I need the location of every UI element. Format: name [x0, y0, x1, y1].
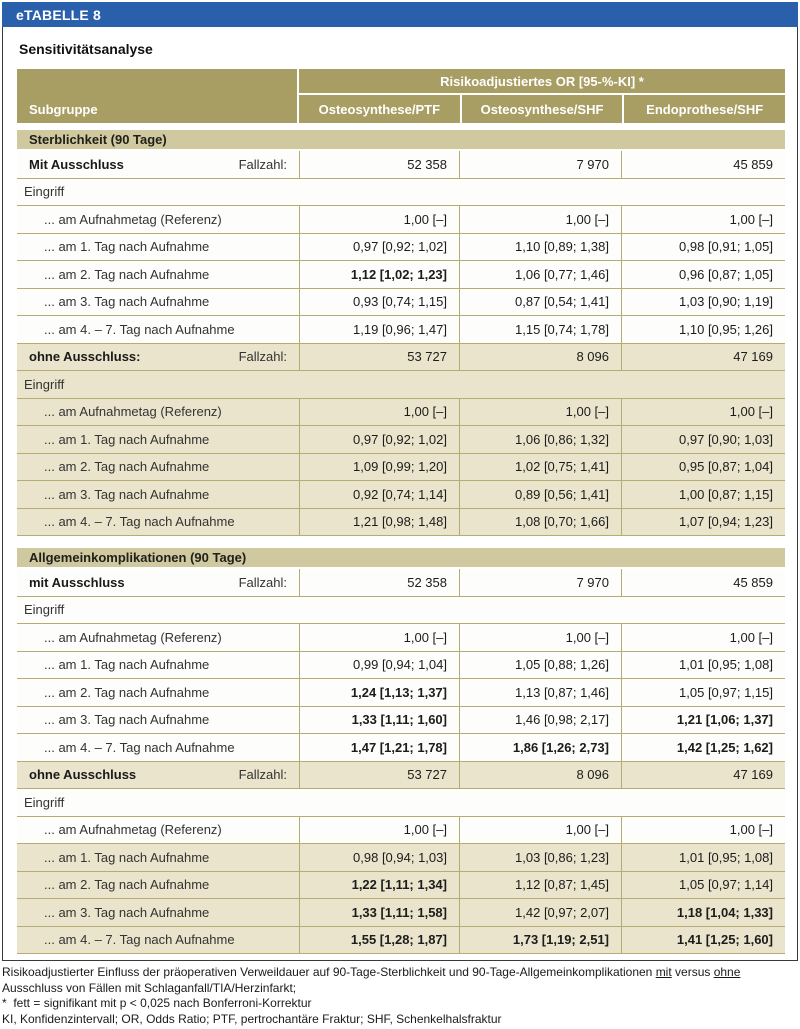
or-value: 1,05 [0,97; 1,15]: [621, 679, 785, 706]
or-value: 1,00 [–]: [299, 817, 459, 844]
or-value: 0,97 [0,92; 1,02]: [299, 426, 459, 453]
subgroup-label: ohne Ausschluss: [29, 767, 137, 783]
row-label: ... am 4. – 7. Tag nach Aufnahme: [44, 514, 235, 530]
eingriff-label: Eingriff: [24, 794, 65, 810]
row-label: ... am 1. Tag nach Aufnahme: [44, 239, 210, 255]
or-value: 1,06 [0,77; 1,46]: [459, 261, 621, 288]
or-value: 1,47 [1,21; 1,78]: [299, 734, 459, 761]
or-value: 1,06 [0,86; 1,32]: [459, 426, 621, 453]
table-body: [17, 130, 785, 954]
fallzahl-label: Fallzahl:: [238, 349, 287, 365]
or-value: 1,03 [0,86; 1,23]: [459, 844, 621, 871]
footnote-seg-mit-underlined: mit: [655, 965, 672, 979]
footnote-seg-ohne-underlined: ohne: [713, 965, 741, 979]
or-group-header: Risikoadjustiertes OR [95-%-KI] *: [299, 69, 785, 95]
eingriff-label: Eingriff: [24, 376, 65, 392]
section-rows: [17, 151, 785, 536]
data-row: [17, 734, 785, 762]
eingriff-label: Eingriff: [24, 184, 65, 200]
or-value: 1,02 [0,75; 1,41]: [459, 454, 621, 481]
row-label: ... am 3. Tag nach Aufnahme: [44, 486, 210, 502]
footnote-significance: * fett = signifikant mit p < 0,025 nach Bonferroni-Korrektur: [2, 996, 312, 1010]
table-title-bar: [2, 2, 798, 27]
subgroup-cell: [17, 344, 299, 371]
row-label: ... am 4. – 7. Tag nach Aufnahme: [44, 321, 235, 337]
or-columns-header: [299, 69, 785, 123]
eingriff-row: [17, 597, 785, 625]
or-value: 0,95 [0,87; 1,04]: [621, 454, 785, 481]
or-value: 1,00 [–]: [459, 399, 621, 426]
subgroup-column-header: [17, 69, 299, 123]
row-label: ... am 2. Tag nach Aufnahme: [44, 877, 210, 893]
or-value: 1,15 [0,74; 1,78]: [459, 316, 621, 343]
section-header: Allgemeinkomplikationen (90 Tage): [17, 548, 785, 567]
data-row: [17, 316, 785, 344]
row-label: ... am 4. – 7. Tag nach Aufnahme: [44, 739, 235, 755]
or-value: 1,42 [0,97; 2,07]: [459, 899, 621, 926]
or-value: 1,08 [0,70; 1,66]: [459, 509, 621, 536]
or-value: 0,97 [0,92; 1,02]: [299, 234, 459, 261]
or-value: 0,93 [0,74; 1,15]: [299, 289, 459, 316]
row-label: ... am Aufnahmetag (Referenz): [44, 822, 222, 838]
row-label: ... am 2. Tag nach Aufnahme: [44, 459, 210, 475]
eingriff-label: Eingriff: [24, 602, 65, 618]
or-value: 1,41 [1,25; 1,60]: [621, 927, 785, 954]
or-value: 1,21 [1,06; 1,37]: [621, 707, 785, 734]
or-value: 1,86 [1,26; 2,73]: [459, 734, 621, 761]
fallzahl-label: Fallzahl:: [238, 156, 287, 172]
subgroup-cell: [17, 762, 299, 789]
fallzahl-value: 7 970: [459, 569, 621, 596]
footnote-seg-2: versus: [671, 965, 714, 979]
or-value: 1,55 [1,28; 1,87]: [299, 927, 459, 954]
footnote-abbreviations: KI, Konfidenzintervall; OR, Odds Ratio; PTF, pertrochantäre Fraktur; SHF, Schenkelhalsfraktur: [2, 1011, 502, 1026]
fallzahl-value: 52 358: [299, 151, 459, 178]
subgroup-label: Mit Ausschluss: [29, 156, 124, 172]
or-value: 1,10 [0,89; 1,38]: [459, 234, 621, 261]
or-value: 1,24 [1,13; 1,37]: [299, 679, 459, 706]
fallzahl-label: Fallzahl:: [238, 767, 287, 783]
subgroup-label: ohne Ausschluss:: [29, 349, 141, 365]
row-label: ... am 3. Tag nach Aufnahme: [44, 294, 210, 310]
eingriff-row: [17, 789, 785, 817]
or-value: 1,18 [1,04; 1,33]: [621, 899, 785, 926]
or-value: 1,00 [0,87; 1,15]: [621, 481, 785, 508]
fallzahl-value: 8 096: [459, 762, 621, 789]
or-value: 1,00 [–]: [299, 624, 459, 651]
or-value: 0,98 [0,94; 1,03]: [299, 844, 459, 871]
or-value: 0,98 [0,91; 1,05]: [621, 234, 785, 261]
data-row: [17, 509, 785, 537]
fallzahl-value: 52 358: [299, 569, 459, 596]
fallzahl-value: 47 169: [621, 762, 785, 789]
eingriff-row: [17, 179, 785, 207]
table-panel: [2, 27, 798, 961]
data-row: [17, 454, 785, 482]
fallzahl-value: 47 169: [621, 344, 785, 371]
fallzahl-value: 53 727: [299, 762, 459, 789]
or-value: 1,33 [1,11; 1,58]: [299, 899, 459, 926]
fallzahl-row: [17, 569, 785, 597]
header-gap: [17, 123, 785, 130]
or-value: 1,00 [–]: [621, 399, 785, 426]
row-label: ... am Aufnahmetag (Referenz): [44, 211, 222, 227]
subgroup-cell: [17, 151, 299, 178]
data-row: [17, 652, 785, 680]
eingriff-row: [17, 371, 785, 399]
section-gap: [17, 536, 785, 548]
or-value: 1,00 [–]: [299, 399, 459, 426]
data-row: [17, 817, 785, 845]
or-value: 1,01 [0,95; 1,08]: [621, 652, 785, 679]
row-label: ... am 1. Tag nach Aufnahme: [44, 657, 210, 673]
or-value: 1,07 [0,94; 1,23]: [621, 509, 785, 536]
or-value: 1,22 [1,11; 1,34]: [299, 872, 459, 899]
section-header: Sterblichkeit (90 Tage): [17, 130, 785, 149]
data-row: [17, 844, 785, 872]
data-row: [17, 927, 785, 955]
or-value: 1,10 [0,95; 1,26]: [621, 316, 785, 343]
fallzahl-row: [17, 344, 785, 372]
or-value: 1,00 [–]: [621, 206, 785, 233]
data-row: [17, 899, 785, 927]
or-value: 1,21 [0,98; 1,48]: [299, 509, 459, 536]
data-row: [17, 289, 785, 317]
or-value: 1,00 [–]: [299, 206, 459, 233]
data-row: [17, 707, 785, 735]
footnote-seg-3: Ausschluss von Fällen mit Schlaganfall/TIA/Herzinfarkt;: [2, 965, 744, 995]
or-column-headers: [299, 95, 785, 123]
table-header: [17, 69, 785, 123]
or-value: 0,99 [0,94; 1,04]: [299, 652, 459, 679]
or-value: 1,33 [1,11; 1,60]: [299, 707, 459, 734]
row-label: ... am 3. Tag nach Aufnahme: [44, 712, 210, 728]
footnote-seg-1: Risikoadjustierter Einfluss der präoperativen Verweildauer auf 90-Tage-Sterblichkeit und 90-Tage-Allgemeinkomplikationen: [2, 965, 656, 979]
data-row: [17, 426, 785, 454]
data-row: [17, 206, 785, 234]
or-value: 0,92 [0,74; 1,14]: [299, 481, 459, 508]
fallzahl-row: [17, 762, 785, 790]
fallzahl-row: [17, 151, 785, 179]
section-rows: [17, 569, 785, 954]
data-row: [17, 399, 785, 427]
column-header-osteosynthese-shf: Osteosynthese/SHF: [460, 95, 623, 123]
or-value: 1,00 [–]: [459, 624, 621, 651]
data-row: [17, 481, 785, 509]
column-header-endoprothese-shf: Endoprothese/SHF: [622, 95, 785, 123]
or-value: 1,00 [–]: [621, 817, 785, 844]
or-value: 0,97 [0,90; 1,03]: [621, 426, 785, 453]
or-value: 1,12 [1,02; 1,23]: [299, 261, 459, 288]
fallzahl-value: 7 970: [459, 151, 621, 178]
fallzahl-label: Fallzahl:: [238, 574, 287, 590]
or-value: 1,01 [0,95; 1,08]: [621, 844, 785, 871]
or-value: 1,46 [0,98; 2,17]: [459, 707, 621, 734]
row-label: ... am 3. Tag nach Aufnahme: [44, 904, 210, 920]
or-value: 1,13 [0,87; 1,46]: [459, 679, 621, 706]
or-value: 1,09 [0,99; 1,20]: [299, 454, 459, 481]
fallzahl-value: 8 096: [459, 344, 621, 371]
or-value: 1,42 [1,25; 1,62]: [621, 734, 785, 761]
or-value: 1,19 [0,96; 1,47]: [299, 316, 459, 343]
subgroup-label: mit Ausschluss: [29, 574, 125, 590]
row-label: ... am 1. Tag nach Aufnahme: [44, 849, 210, 865]
or-value: 1,00 [–]: [459, 206, 621, 233]
row-label: ... am 1. Tag nach Aufnahme: [44, 431, 210, 447]
page-title: Sensitivitätsanalyse: [19, 41, 153, 57]
subgroup-cell: [17, 569, 299, 596]
or-value: 0,96 [0,87; 1,05]: [621, 261, 785, 288]
or-value: 0,87 [0,54; 1,41]: [459, 289, 621, 316]
row-label: ... am Aufnahmetag (Referenz): [44, 629, 222, 645]
footnotes: [2, 965, 798, 1027]
or-value: 0,89 [0,56; 1,41]: [459, 481, 621, 508]
row-label: ... am Aufnahmetag (Referenz): [44, 404, 222, 420]
sensitivity-table: [17, 69, 785, 954]
or-value: 1,12 [0,87; 1,45]: [459, 872, 621, 899]
or-value: 1,73 [1,19; 2,51]: [459, 927, 621, 954]
fallzahl-value: 53 727: [299, 344, 459, 371]
data-row: [17, 234, 785, 262]
footnote-description: [2, 965, 798, 996]
row-label: ... am 2. Tag nach Aufnahme: [44, 266, 210, 282]
fallzahl-value: 45 859: [621, 151, 785, 178]
fallzahl-value: 45 859: [621, 569, 785, 596]
data-row: [17, 872, 785, 900]
data-row: [17, 679, 785, 707]
or-value: 1,05 [0,97; 1,14]: [621, 872, 785, 899]
or-value: 1,03 [0,90; 1,19]: [621, 289, 785, 316]
column-header-osteosynthese-ptf: Osteosynthese/PTF: [318, 101, 441, 117]
or-value: 1,05 [0,88; 1,26]: [459, 652, 621, 679]
row-label: ... am 4. – 7. Tag nach Aufnahme: [44, 932, 235, 948]
or-value: 1,00 [–]: [459, 817, 621, 844]
row-label: ... am 2. Tag nach Aufnahme: [44, 684, 210, 700]
or-value: 1,00 [–]: [621, 624, 785, 651]
data-row: [17, 624, 785, 652]
table-tag-label: eTABELLE 8: [16, 6, 101, 23]
data-row: [17, 261, 785, 289]
subgroup-header-label: Subgruppe: [29, 102, 98, 117]
